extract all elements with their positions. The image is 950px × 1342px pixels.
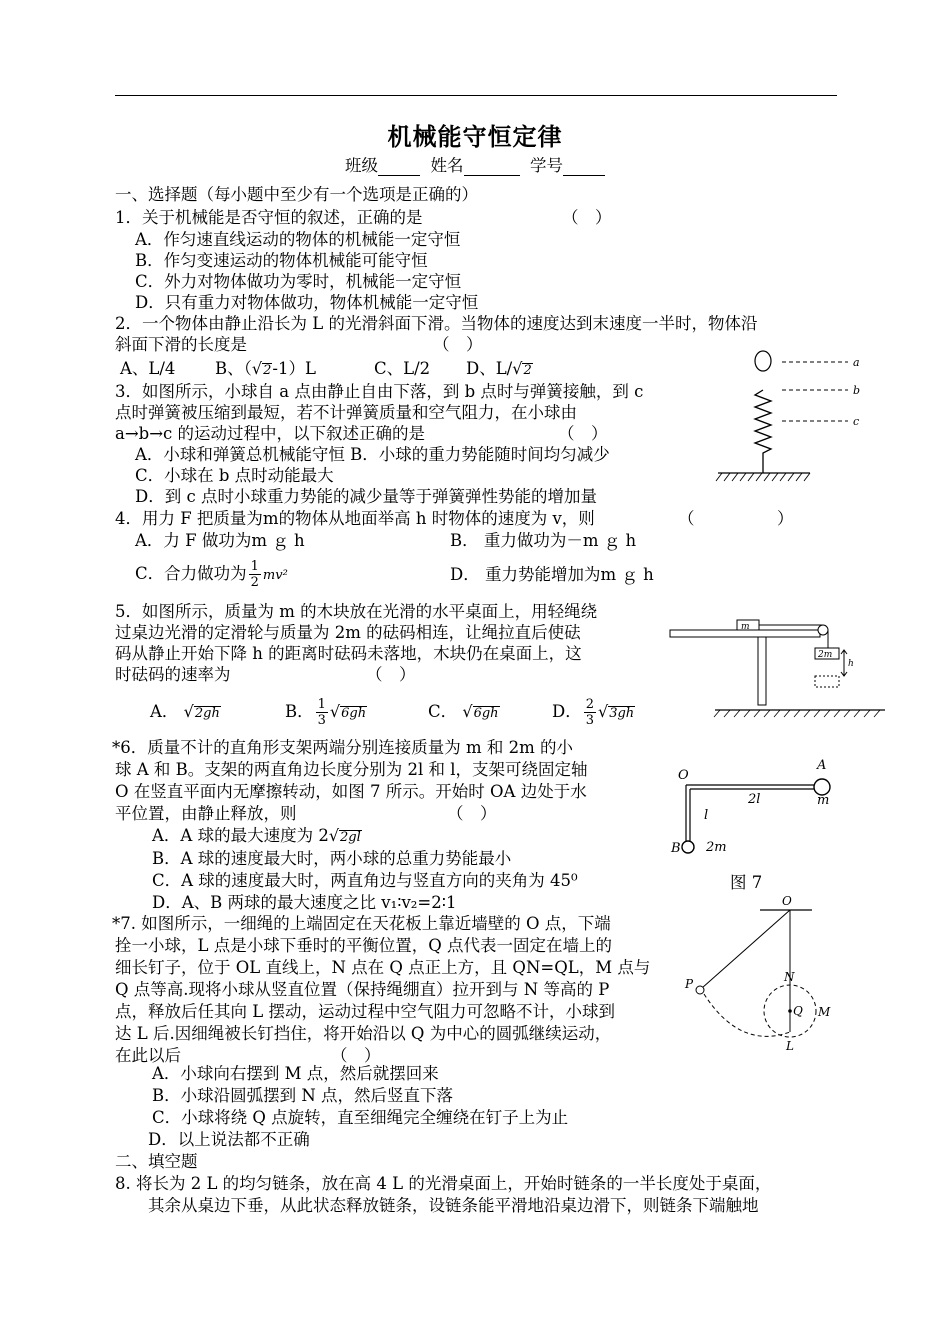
q5-line3: 码从静止开始下降 h 的距离时砝码未落地，木块仍在桌面上，这: [115, 644, 582, 663]
q5-option-d: D． $\frac{2}{3}$ √3gh: [552, 697, 635, 728]
q5-a-radicand: 2gh: [194, 706, 220, 721]
q6-line4: 平位置，由静止释放，则: [115, 804, 297, 823]
q8-line2: 其余从桌边下垂，从此状态释放链条，设链条能平滑地沿桌边滑下，则链条下端触地: [148, 1196, 759, 1215]
q3-line3: a→b→c 的运动过程中，以下叙述正确的是: [115, 424, 426, 443]
label-N: N: [784, 970, 795, 984]
q2-option-c: C、L/2: [374, 359, 431, 378]
ball-P: [696, 986, 704, 994]
q4-c-expression: mv²: [262, 568, 288, 583]
name-label: 姓名: [430, 156, 464, 175]
pendulum-nail-figure: [680, 890, 850, 1060]
q5-d-radicand: 3gh: [609, 706, 635, 721]
q7-option-c: C．小球将绕 Q 点旋转，直至细绳完全缠绕在钉子上为止: [152, 1108, 569, 1127]
swing-arc: [704, 994, 790, 1036]
q7-line3: 细长钉子，位于 OL 直线上，N 点在 Q 点正上方，且 QN=QL，M 点与: [115, 958, 651, 977]
q6-line2: 球 A 和 B。支架的两直角边长度分别为 2l 和 l，支架可绕固定轴: [115, 760, 588, 779]
q1-stem: 1．关于机械能是否守恒的叙述，正确的是: [115, 208, 423, 227]
label-m: m: [817, 793, 830, 808]
q1-paren: （ ）: [562, 208, 612, 227]
right-angle-frame-figure: [670, 755, 850, 860]
q4-paren: （ ）: [678, 509, 794, 528]
section-heading-choice: 一、选择题（每小题中至少有一个选项是正确的）: [115, 185, 478, 204]
label-b: b: [853, 384, 861, 397]
q7-option-a: A．小球向右摆到 M 点，然后就摆回来: [152, 1064, 439, 1083]
q6-option-d: D．A、B 两球的最大速度之比 v₁∶v₂=2∶1: [152, 893, 457, 912]
q5-paren: （ ）: [366, 665, 416, 684]
q5-a-label: A．: [150, 702, 179, 721]
block-m-label: m: [741, 622, 750, 632]
falling-ball: [755, 351, 771, 371]
q6-a-radicand: 2gl: [340, 830, 361, 845]
q7-paren: （ ）: [331, 1046, 381, 1065]
floor-hatch: [714, 710, 880, 717]
q7-line2: 拴一小球，L 点是小球下垂时的平衡位置，Q 点代表一固定在墙上的: [115, 936, 612, 955]
q2-line1: 2．一个物体由静止沿长为 L 的光滑斜面下滑。当物体的速度达到末速度一半时，物体沿: [115, 314, 758, 333]
q6-line3: O 在竖直平面内无摩擦转动，如图 7 所示。开始时 OA 边处于水: [115, 782, 587, 801]
id-blank[interactable]: [563, 161, 605, 176]
weight-final-position: [815, 676, 839, 687]
label-c: c: [853, 415, 860, 428]
q3-option-d: D．到 c 点时小球重力势能的减少量等于弹簧弹性势能的增加量: [135, 487, 597, 506]
q6-a-prefix: A．A 球的最大速度为 2: [152, 826, 329, 845]
q5-c-label: C．: [428, 702, 458, 721]
label-l: l: [704, 808, 709, 823]
label-P: P: [685, 977, 694, 991]
spring-figure: [710, 345, 870, 495]
q5-c-radicand: 6gh: [473, 706, 499, 721]
weight-2m-label: 2m: [818, 650, 833, 660]
q5-option-a: A． √2gh: [150, 702, 220, 721]
label-L: L: [786, 1039, 794, 1053]
q2-option-d: D、L/√2: [466, 359, 532, 378]
label-Q: Q: [793, 1004, 803, 1018]
ball-B: [682, 841, 694, 853]
student-info-line: [0, 152, 950, 176]
id-label: 学号: [530, 156, 563, 175]
q4-option-d: D． 重力势能增加为m ｇ h: [450, 565, 654, 584]
q3-line2: 点时弹簧被压缩到最短，若不计弹簧质量和空气阻力，在小球由: [115, 403, 577, 422]
table-leg: [758, 637, 766, 705]
q7-line7: 在此以后: [115, 1046, 181, 1065]
class-label: 班级: [345, 156, 378, 175]
class-blank[interactable]: [378, 161, 420, 176]
q4-c-denominator: 2: [250, 575, 259, 590]
q1-option-d: D．只有重力对物体做功，物体机械能一定守恒: [135, 293, 479, 312]
q4-option-b: B． 重力做功为－m ｇ h: [450, 531, 637, 550]
q5-d-label: D．: [552, 702, 582, 721]
q4-option-c-label: C．合力做功为: [135, 564, 247, 583]
q3-option-c: C．小球在 b 点时动能最大: [135, 466, 334, 485]
q3-option-ab: A．小球和弹簧总机械能守恒 B．小球的重力势能随时间均匀减少: [135, 445, 610, 464]
q2-option-b-prefix: B、（: [215, 359, 252, 378]
q5-b-label: B．: [285, 702, 314, 721]
label-M: M: [818, 1005, 831, 1019]
q4-option-c: [135, 556, 288, 594]
q7-option-b: B．小球沿圆弧摆到 N 点，然后竖直下落: [152, 1086, 454, 1105]
string-OP: [702, 910, 790, 988]
h-label: h: [848, 659, 854, 669]
q2-option-b: B、（√2-1）L: [215, 359, 316, 378]
q7-line1: *7. 如图所示，一细绳的上端固定在天花板上靠近墙壁的 O 点，下端: [112, 914, 611, 933]
q4-stem: 4．用力 F 把质量为m的物体从地面举高 h 时物体的速度为 v，则: [115, 509, 595, 528]
q5-b-fraction: [316, 697, 328, 728]
label-2m: 2m: [706, 840, 727, 855]
q7-line4: Q 点等高.现将小球从竖直位置（保持绳绷直）拉开到与 N 等高的 P: [115, 980, 610, 999]
q5-option-c: C． √6gh: [428, 702, 499, 721]
q4-c-numerator: 1: [250, 559, 259, 574]
q1-option-a: A．作匀速直线运动的物体的机械能一定守恒: [135, 230, 461, 249]
page-title: 机械能守恒定律: [387, 122, 563, 151]
q8-line1: 8. 将长为 2 L 的均匀链条，放在高 4 L 的光滑桌面上，开始时链条的一半长度处于桌面，: [115, 1174, 772, 1193]
q6-paren: （ ）: [447, 804, 497, 823]
q4-option-a: A．力 F 做功为m ｇ h: [135, 531, 305, 550]
q7-line5: 点，释放后任其向 L 摆动，运动过程中空气阻力可忽略不计，小球到: [115, 1002, 615, 1021]
q2-option-d-prefix: D、L/: [466, 359, 513, 378]
label-a: a: [853, 356, 860, 369]
q2-option-b-suffix: -1）L: [272, 359, 316, 378]
q5-option-b: B． $\frac{1}{3}$ √6gh: [285, 697, 367, 728]
q5-line2: 过桌边光滑的定滑轮与质量为 2m 的砝码相连，让绳拉直后使砝: [115, 623, 581, 642]
pulley-figure: [665, 610, 890, 720]
q7-option-d: D．以上说法都不正确: [148, 1130, 310, 1149]
q2-option-b-radicand: 2: [263, 363, 272, 378]
q5-line4: 时砝码的速率为: [115, 665, 231, 684]
figure-7-caption: 图 7: [730, 873, 763, 892]
q2-option-a: A、L/4: [120, 359, 176, 378]
spring: [755, 390, 771, 473]
label-O: O: [782, 894, 792, 908]
label-O: O: [678, 768, 689, 783]
q2-option-d-radicand: 2: [523, 363, 532, 378]
name-blank[interactable]: [464, 161, 520, 176]
nail-Q: [788, 1009, 792, 1013]
q5-b-denominator: 3: [317, 713, 326, 728]
q2-paren: （ ）: [433, 335, 483, 354]
q5-b-numerator: 1: [317, 697, 326, 712]
q1-option-c: C．外力对物体做功为零时，机械能一定守恒: [135, 272, 462, 291]
q5-d-fraction: [584, 697, 596, 728]
section-heading-fill: 二、填空题: [115, 1152, 198, 1171]
q6-option-b: B．A 球的速度最大时，两小球的总重力势能最小: [152, 849, 512, 868]
q1-option-b: B．作匀变速运动的物体机械能可能守恒: [135, 251, 428, 270]
q4-option-c-fraction: [249, 559, 261, 590]
top-rule: [115, 95, 837, 96]
q2-line2: 斜面下滑的长度是: [115, 335, 247, 354]
pulley: [818, 625, 828, 635]
q7-line6: 达 L 后.因细绳被长钉挡住，将开始沿以 Q 为中心的圆弧继续运动，: [115, 1024, 612, 1043]
q6-option-a: A．A 球的最大速度为 2√2gl: [152, 826, 361, 845]
label-B: B: [671, 841, 681, 856]
q3-line1: 3．如图所示，小球自 a 点由静止自由下落，到 b 点时与弹簧接触，到 c: [115, 382, 644, 401]
q6-option-c: C．A 球的速度最大时，两直角边与竖直方向的夹角为 45⁰: [152, 871, 578, 890]
q5-line1: 5．如图所示，质量为 m 的木块放在光滑的水平桌面上，用轻绳绕: [115, 602, 598, 621]
q3-paren: （ ）: [558, 424, 608, 443]
label-2l: 2l: [748, 792, 761, 807]
q6-line1: *6．质量不计的直角形支架两端分别连接质量为 m 和 2m 的小: [112, 738, 574, 757]
label-A: A: [817, 758, 827, 773]
q5-b-radicand: 6gh: [341, 706, 367, 721]
q5-d-numerator: 2: [585, 697, 595, 712]
ground-hatch: [716, 473, 810, 481]
q5-d-denominator: 3: [585, 713, 595, 728]
